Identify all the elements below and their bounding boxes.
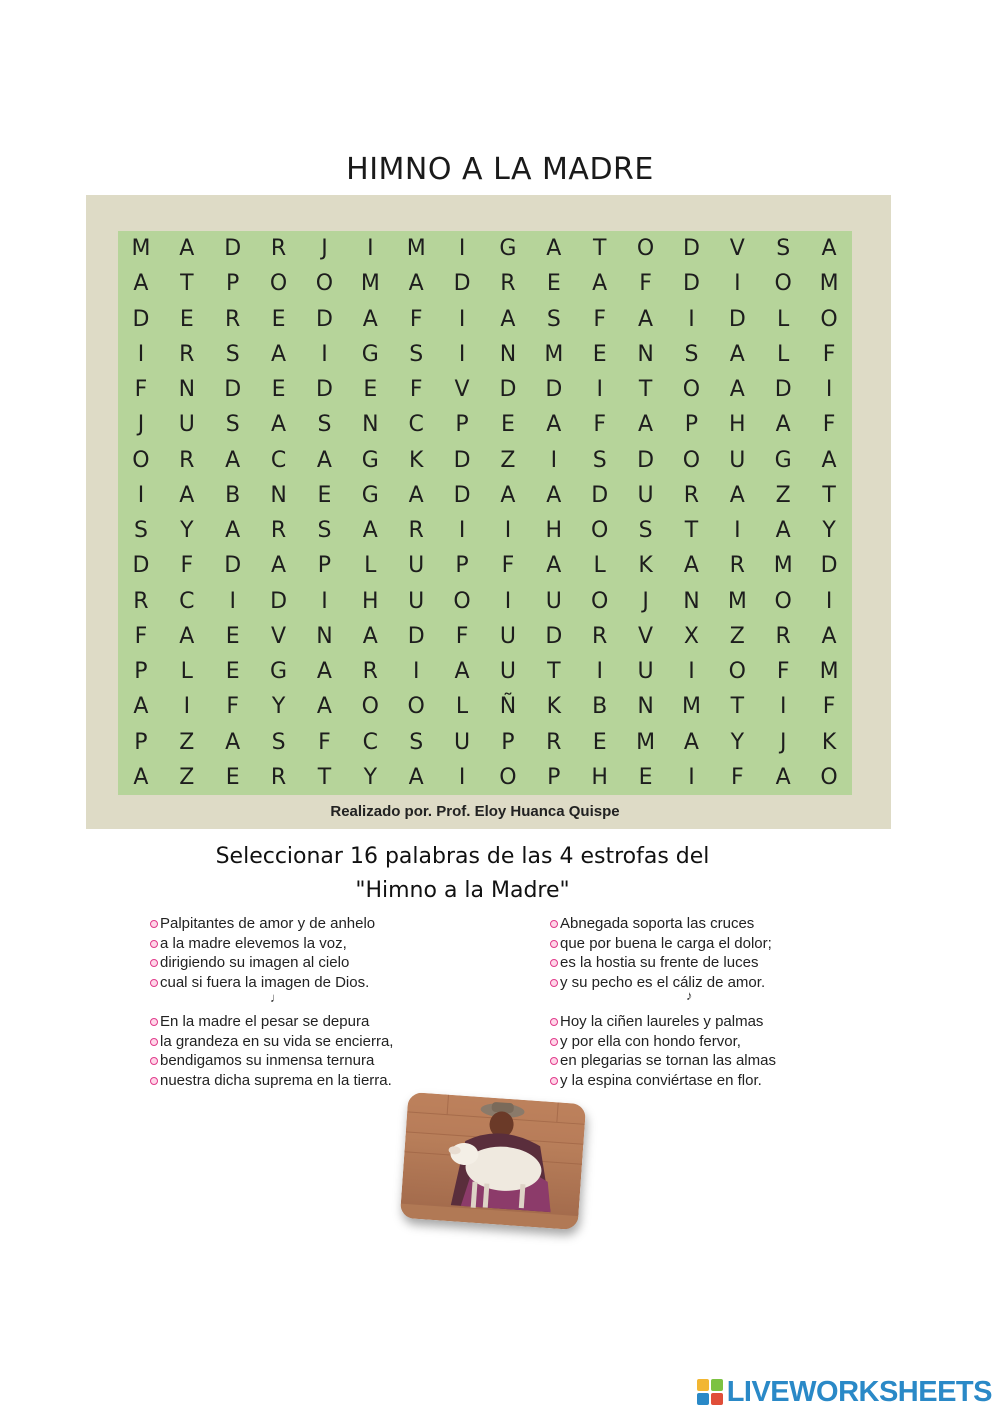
grid-letter[interactable]: S — [317, 412, 332, 438]
grid-letter[interactable]: F — [455, 623, 469, 649]
grid-letter[interactable]: U — [637, 659, 654, 685]
grid-letter[interactable]: S — [409, 729, 424, 755]
stanza-line: la grandeza en su vida se encierra, — [150, 1032, 393, 1052]
grid-letter[interactable]: I — [458, 306, 466, 332]
grid-letter[interactable]: M — [819, 659, 839, 685]
grid-letter[interactable]: G — [270, 659, 288, 685]
stanza-line: Palpitantes de amor y de anhelo — [150, 914, 375, 934]
grid-letter[interactable]: F — [318, 729, 331, 755]
grid-letter[interactable]: P — [455, 553, 469, 579]
grid-letter[interactable]: C — [362, 729, 378, 755]
grid-letter[interactable]: U — [729, 447, 746, 473]
grid-letter[interactable]: O — [315, 271, 334, 297]
grid-letter[interactable]: R — [179, 341, 195, 367]
liveworksheets-logo-icon — [697, 1379, 723, 1405]
grid-letter[interactable]: D — [453, 482, 471, 508]
grid-letter[interactable]: O — [407, 694, 425, 720]
grid-letter[interactable]: A — [133, 694, 149, 720]
grid-letter[interactable]: P — [317, 553, 332, 579]
grid-letter[interactable]: A — [225, 729, 241, 755]
grid-letter[interactable]: A — [179, 236, 195, 262]
grid-letter[interactable]: T — [547, 659, 561, 685]
grid-letter[interactable]: F — [409, 377, 423, 403]
grid-letter[interactable]: I — [825, 588, 833, 614]
grid-letter[interactable]: L — [180, 659, 193, 685]
stanza-1 — [150, 914, 375, 992]
grid-letter[interactable]: U — [454, 729, 471, 755]
author-credit: Realizado por. Prof. Eloy Huanca Quispe — [330, 803, 620, 820]
grid-letter[interactable]: I — [321, 341, 328, 367]
grid-letter[interactable]: F — [822, 341, 836, 367]
grid-letter[interactable]: I — [367, 236, 374, 262]
grid-letter[interactable]: S — [409, 341, 424, 367]
grid-letter[interactable]: G — [361, 482, 379, 508]
grid-letter[interactable]: A — [683, 553, 699, 579]
grid-letter[interactable]: A — [683, 729, 699, 755]
grid-letter[interactable]: S — [546, 306, 561, 332]
grid-letter[interactable]: S — [271, 729, 286, 755]
grid-letter[interactable]: D — [545, 377, 563, 403]
grid-letter[interactable]: F — [593, 306, 607, 332]
grid-letter[interactable]: K — [821, 729, 837, 755]
grid-letter[interactable]: B — [592, 694, 608, 720]
grid-letter[interactable]: S — [638, 518, 653, 544]
grid-letter[interactable]: N — [178, 377, 196, 403]
stanza-line: En la madre el pesar se depura — [150, 1012, 393, 1032]
stanza-line: a la madre elevemos la voz, — [150, 934, 375, 954]
grid-letter[interactable]: O — [499, 764, 517, 790]
grid-letter[interactable]: I — [596, 659, 603, 685]
grid-letter[interactable]: C — [408, 412, 424, 438]
grid-letter[interactable]: E — [317, 482, 332, 508]
grid-letter[interactable]: E — [592, 341, 607, 367]
grid-letter[interactable]: D — [774, 377, 792, 403]
grid-letter[interactable]: F — [180, 553, 194, 579]
grid-letter[interactable]: O — [728, 659, 746, 685]
grid-letter[interactable]: T — [317, 764, 332, 790]
grid-letter[interactable]: A — [362, 623, 378, 649]
stanza-line: y su pecho es el cáliz de amor. — [550, 973, 772, 993]
grid-letter[interactable]: A — [179, 623, 195, 649]
grid-letter[interactable]: A — [408, 482, 424, 508]
grid-letter[interactable]: O — [453, 588, 471, 614]
grid-letter[interactable]: R — [546, 729, 562, 755]
mother-with-lamb-photo — [400, 1092, 586, 1230]
grid-letter[interactable]: E — [638, 764, 653, 790]
grid-letter[interactable]: U — [408, 588, 425, 614]
grid-letter[interactable]: O — [636, 236, 655, 262]
grid-letter[interactable]: A — [729, 341, 745, 367]
grid-letter[interactable]: M — [131, 236, 151, 262]
grid-letter[interactable]: L — [777, 341, 790, 367]
grid-letter[interactable]: A — [592, 271, 608, 297]
grid-letter[interactable]: E — [179, 306, 194, 332]
grid-letter[interactable]: O — [682, 447, 701, 473]
grid-letter[interactable]: A — [729, 482, 745, 508]
grid-letter[interactable]: I — [688, 306, 695, 332]
grid-letter[interactable]: S — [133, 518, 148, 544]
grid-letter[interactable]: I — [734, 518, 741, 544]
grid-letter[interactable]: B — [225, 482, 241, 508]
grid-letter[interactable]: Y — [363, 764, 378, 790]
grid-letter[interactable]: N — [316, 623, 333, 649]
grid-letter[interactable]: T — [822, 482, 836, 508]
grid-letter[interactable]: A — [362, 518, 378, 544]
grid-letter[interactable]: A — [271, 341, 287, 367]
grid-letter[interactable]: K — [638, 553, 653, 579]
grid-letter[interactable]: K — [408, 447, 424, 473]
grid-letter[interactable]: I — [504, 518, 512, 544]
grid-letter[interactable]: I — [734, 271, 741, 297]
grid-letter[interactable]: H — [729, 412, 746, 438]
grid-letter[interactable]: U — [408, 553, 425, 579]
grid-letter[interactable]: A — [500, 306, 516, 332]
instruction-line-2: "Himno a la Madre" — [355, 878, 570, 903]
grid-letter[interactable]: E — [500, 412, 515, 438]
grid-letter[interactable]: O — [820, 764, 838, 790]
grid-letter[interactable]: F — [639, 271, 652, 297]
grid-letter[interactable]: D — [224, 236, 242, 262]
grid-letter[interactable]: F — [776, 659, 790, 685]
grid-letter[interactable]: V — [454, 377, 470, 403]
grid-letter[interactable]: S — [776, 236, 791, 262]
stanza-line: dirigiendo su imagen al cielo — [150, 953, 375, 973]
grid-letter[interactable]: F — [134, 623, 148, 649]
grid-letter[interactable]: E — [546, 271, 561, 297]
grid-letter[interactable]: A — [821, 623, 837, 649]
stanza-line: Abnegada soporta las cruces — [550, 914, 772, 934]
grid-letter[interactable]: A — [546, 482, 562, 508]
grid-letter[interactable]: P — [547, 764, 561, 790]
grid-letter[interactable]: U — [499, 623, 516, 649]
grid-letter[interactable]: A — [638, 412, 654, 438]
grid-letter[interactable]: H — [591, 764, 608, 790]
grid-letter[interactable]: E — [225, 764, 240, 790]
instructions — [0, 840, 925, 908]
grid-letter[interactable]: P — [134, 729, 148, 755]
grid-letter[interactable]: Z — [179, 729, 195, 755]
grid-letter[interactable]: I — [688, 659, 695, 685]
grid-letter[interactable]: I — [779, 694, 787, 720]
grid-letter[interactable]: V — [638, 623, 654, 649]
grid-letter[interactable]: A — [408, 764, 424, 790]
grid-letter[interactable]: T — [180, 271, 194, 297]
grid-letter[interactable]: A — [179, 482, 195, 508]
grid-letter[interactable]: D — [132, 553, 150, 579]
grid-letter[interactable]: G — [774, 447, 792, 473]
music-note-icon: ♪ — [686, 988, 693, 1003]
grid-letter[interactable]: A — [546, 553, 562, 579]
grid-letter[interactable]: X — [683, 623, 699, 649]
grid-letter[interactable]: R — [270, 518, 287, 544]
grid-letter[interactable]: D — [820, 553, 838, 579]
grid-letter[interactable]: D — [682, 271, 700, 297]
grid-letter[interactable]: D — [407, 623, 425, 649]
stanza-2 — [550, 914, 772, 992]
grid-letter[interactable]: F — [409, 306, 423, 332]
grid-letter[interactable]: V — [729, 236, 745, 262]
grid-letter[interactable]: I — [321, 588, 328, 614]
grid-letter[interactable]: N — [637, 341, 654, 367]
grid-letter[interactable]: E — [225, 659, 240, 685]
grid-letter[interactable]: I — [412, 659, 420, 685]
grid-letter[interactable]: M — [360, 271, 380, 297]
grid-letter[interactable]: J — [321, 236, 328, 262]
grid-letter[interactable]: K — [546, 694, 562, 720]
grid-letter[interactable]: D — [682, 236, 700, 262]
grid-letter[interactable]: A — [546, 236, 562, 262]
grid-letter[interactable]: A — [500, 482, 516, 508]
grid-letter[interactable]: F — [730, 764, 744, 790]
stanza-line: y por ella con hondo fervor, — [550, 1032, 776, 1052]
grid-letter[interactable]: R — [729, 553, 745, 579]
grid-letter[interactable]: N — [499, 341, 517, 367]
instruction-line-1: Seleccionar 16 palabras de las 4 estrofas del — [215, 844, 710, 869]
grid-letter[interactable]: D — [499, 377, 517, 403]
grid-letter[interactable]: P — [226, 271, 240, 297]
grid-letter[interactable]: A — [729, 377, 745, 403]
grid-letter[interactable]: A — [133, 271, 149, 297]
grid-letter[interactable]: R — [592, 623, 608, 649]
grid-letter[interactable]: I — [596, 377, 603, 403]
grid-letter[interactable]: A — [546, 412, 562, 438]
grid-letter[interactable]: D — [453, 271, 471, 297]
grid-letter[interactable]: T — [638, 377, 653, 403]
grid-letter[interactable]: I — [137, 482, 145, 508]
grid-letter[interactable]: M — [406, 236, 426, 262]
grid-letter[interactable]: U — [545, 588, 562, 614]
grid-letter[interactable]: V — [271, 623, 287, 649]
grid-letter[interactable]: O — [774, 271, 792, 297]
grid-letter[interactable]: A — [408, 271, 424, 297]
grid-letter[interactable]: R — [179, 447, 195, 473]
grid-letter[interactable]: A — [271, 553, 287, 579]
grid-letter[interactable]: M — [681, 694, 701, 720]
grid-letter[interactable]: R — [683, 482, 700, 508]
grid-letter[interactable]: Y — [180, 518, 194, 544]
grid-letter[interactable]: O — [820, 306, 838, 332]
grid-letter[interactable]: O — [682, 377, 701, 403]
grid-letter[interactable]: O — [774, 588, 792, 614]
grid-letter[interactable]: I — [229, 588, 236, 614]
stanza-line: nuestra dicha suprema en la tierra. — [150, 1071, 393, 1091]
grid-letter[interactable]: A — [133, 764, 149, 790]
grid-letter[interactable]: A — [775, 412, 791, 438]
grid-letter[interactable]: A — [225, 518, 241, 544]
grid-letter[interactable]: Y — [730, 729, 745, 755]
grid-letter[interactable]: G — [361, 341, 379, 367]
grid-letter[interactable]: S — [684, 341, 699, 367]
grid-letter[interactable]: A — [638, 306, 654, 332]
grid-letter[interactable]: I — [504, 588, 512, 614]
grid-letter[interactable]: F — [501, 553, 515, 579]
grid-letter[interactable]: R — [362, 659, 378, 685]
stanza-line: en plegarias se tornan las almas — [550, 1051, 776, 1071]
grid-letter[interactable]: S — [225, 341, 240, 367]
grid-letter[interactable]: A — [316, 447, 332, 473]
grid-letter[interactable]: Y — [822, 518, 836, 544]
grid-letter[interactable]: O — [591, 588, 609, 614]
grid-letter[interactable]: I — [688, 764, 695, 790]
grid-letter[interactable]: M — [727, 588, 747, 614]
grid-letter[interactable]: D — [224, 377, 242, 403]
word-search-grid[interactable] — [118, 231, 852, 795]
grid-letter[interactable]: A — [225, 447, 241, 473]
grid-letter[interactable]: M — [819, 271, 839, 297]
grid-letter[interactable]: S — [225, 412, 240, 438]
grid-letter[interactable]: P — [684, 412, 699, 438]
grid-letter[interactable]: D — [545, 623, 563, 649]
grid-letter[interactable]: P — [455, 412, 469, 438]
grid-letter[interactable]: T — [592, 236, 607, 262]
grid-letter[interactable]: I — [550, 447, 558, 473]
grid-letter[interactable]: L — [455, 694, 469, 720]
grid-letter[interactable]: J — [137, 412, 145, 438]
grid-letter[interactable]: R — [775, 623, 791, 649]
grid-letter[interactable]: I — [137, 341, 145, 367]
grid-letter[interactable]: N — [683, 588, 700, 614]
grid-letter[interactable]: N — [362, 412, 379, 438]
grid-letter[interactable]: N — [637, 694, 654, 720]
grid-letter[interactable]: Z — [179, 764, 195, 790]
grid-letter[interactable]: G — [361, 447, 379, 473]
stanza-line: que por buena le carga el dolor; — [550, 934, 772, 954]
grid-letter[interactable]: G — [499, 236, 517, 262]
grid-letter[interactable]: I — [183, 694, 191, 720]
grid-letter[interactable]: D — [728, 306, 746, 332]
liveworksheets-brand — [697, 1376, 992, 1408]
grid-letter[interactable]: R — [133, 588, 149, 614]
grid-letter[interactable]: C — [270, 447, 287, 473]
grid-letter[interactable]: U — [499, 659, 516, 685]
grid-letter[interactable]: R — [500, 271, 516, 297]
grid-letter[interactable]: J — [779, 729, 787, 755]
grid-letter[interactable]: S — [592, 447, 607, 473]
grid-letter[interactable]: D — [132, 306, 150, 332]
grid-letter[interactable]: I — [458, 518, 466, 544]
grid-letter[interactable]: E — [592, 729, 607, 755]
page-title: HIMNO A LA MADRE — [346, 152, 654, 187]
grid-letter[interactable]: Z — [729, 623, 745, 649]
grid-letter[interactable]: P — [501, 729, 515, 755]
grid-letter[interactable]: R — [270, 236, 287, 262]
grid-letter[interactable]: P — [134, 659, 148, 685]
grid-letter[interactable]: O — [269, 271, 288, 297]
grid-letter[interactable]: I — [825, 377, 833, 403]
stanza-4 — [550, 1012, 776, 1090]
brand-name: LIVEWORKSHEETS — [726, 1375, 992, 1408]
grid-letter[interactable]: A — [316, 659, 332, 685]
stanza-line: y la espina conviértase en flor. — [550, 1071, 776, 1091]
grid-letter[interactable]: D — [315, 306, 333, 332]
grid-letter[interactable]: R — [270, 764, 287, 790]
grid-letter[interactable]: R — [225, 306, 241, 332]
grid-letter[interactable]: A — [316, 694, 332, 720]
grid-letter[interactable]: L — [777, 306, 790, 332]
grid-letter[interactable]: F — [822, 412, 836, 438]
grid-letter[interactable]: M — [636, 729, 656, 755]
grid-letter[interactable]: D — [591, 482, 609, 508]
grid-letter[interactable]: F — [226, 694, 240, 720]
grid-letter[interactable]: A — [454, 659, 470, 685]
stanza-line: Hoy la ciñen laureles y palmas — [550, 1012, 776, 1032]
grid-letter[interactable]: F — [593, 412, 607, 438]
grid-letter[interactable]: Y — [271, 694, 286, 720]
grid-letter[interactable]: U — [178, 412, 195, 438]
grid-letter[interactable]: T — [730, 694, 745, 720]
grid-letter[interactable]: D — [315, 377, 333, 403]
grid-letter[interactable]: O — [591, 518, 609, 544]
music-note-icon: ♩ — [270, 990, 283, 1005]
grid-letter[interactable]: F — [134, 377, 148, 403]
grid-letter[interactable]: H — [362, 588, 379, 614]
grid-letter[interactable]: I — [458, 341, 466, 367]
stanza-3 — [150, 1012, 393, 1090]
grid-letter[interactable]: Z — [775, 482, 791, 508]
grid-letter[interactable]: D — [224, 553, 242, 579]
grid-letter[interactable]: R — [408, 518, 424, 544]
grid-letter[interactable]: F — [822, 694, 836, 720]
grid-letter[interactable]: A — [362, 306, 378, 332]
grid-letter[interactable]: A — [821, 236, 837, 262]
grid-letter[interactable]: E — [271, 306, 286, 332]
grid-letter[interactable]: U — [637, 482, 654, 508]
grid-letter[interactable]: Ñ — [499, 694, 517, 720]
grid-letter[interactable]: M — [544, 341, 564, 367]
stanza-line: cual si fuera la imagen de Dios. — [150, 973, 375, 993]
grid-letter[interactable]: O — [361, 694, 379, 720]
grid-letter[interactable]: L — [364, 553, 377, 579]
grid-letter[interactable]: A — [775, 764, 791, 790]
grid-letter[interactable]: E — [225, 623, 240, 649]
grid-letter[interactable]: D — [453, 447, 471, 473]
grid-letter[interactable]: E — [363, 377, 378, 403]
grid-letter[interactable]: A — [271, 412, 287, 438]
grid-letter[interactable]: A — [775, 518, 791, 544]
stanza-line: es la hostia su frente de luces — [550, 953, 772, 973]
grid-letter[interactable]: I — [458, 236, 466, 262]
grid-letter[interactable]: L — [593, 553, 606, 579]
grid-letter[interactable]: E — [271, 377, 286, 403]
grid-letter[interactable]: H — [545, 518, 563, 544]
grid-letter[interactable]: T — [684, 518, 699, 544]
grid-letter[interactable]: D — [270, 588, 288, 614]
grid-letter[interactable]: N — [270, 482, 287, 508]
grid-letter[interactable]: O — [132, 447, 150, 473]
stanza-line: bendigamos su inmensa ternura — [150, 1051, 393, 1071]
grid-letter[interactable]: Z — [500, 447, 516, 473]
grid-letter[interactable]: A — [821, 447, 837, 473]
grid-letter[interactable]: I — [458, 764, 466, 790]
grid-letter[interactable]: D — [637, 447, 655, 473]
grid-letter[interactable]: C — [179, 588, 195, 614]
grid-letter[interactable]: S — [317, 518, 332, 544]
grid-letter[interactable]: M — [773, 553, 793, 579]
grid-letter[interactable]: J — [642, 588, 649, 614]
